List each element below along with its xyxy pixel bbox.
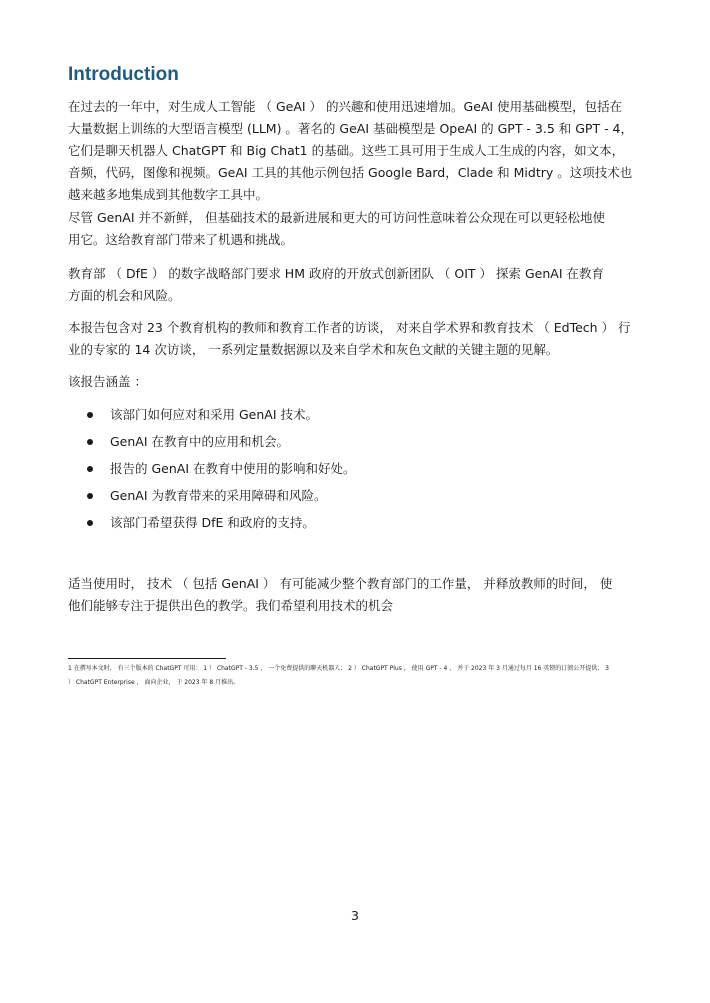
intro-paragraph-1: [68, 96, 648, 206]
paragraph-line: 该报告涵盖 ：: [68, 374, 147, 389]
paragraph-line: 本报告包含对 23 个教育机构的教师和教育工作者的访谈， 对来自学术界和教育技术 （ EdTech ） 行: [68, 320, 631, 335]
footnote-line: ） ChatGPT Enterprise ， 面向企业， 于 2023 年 8 月推出。: [68, 679, 240, 686]
paragraph-line: 尽管 GenAI 并不新鲜， 但基础技术的最新进展和更大的可访问性意味着公众现在可以更轻松地使: [68, 210, 605, 225]
paragraph-line: 方面的机会和风险。: [68, 288, 181, 303]
paragraph-line: 大量数据上训练的大型语言模型 (LLM) 。著名的 GeAI 基础模型是 OpeAI 的 GPT - 3.5 和 GPT - 4，: [68, 121, 634, 136]
paragraph-line: 业的专家的 14 次访谈， 一系列定量数据源以及来自学术和灰色文献的关键主题的见解。: [68, 342, 559, 357]
intro-paragraph-3: [68, 263, 648, 307]
footnote: [68, 662, 648, 690]
paragraph-line: 教育部 （ DfE ） 的数字战略部门要求 HM 政府的开放式创新团队 （ OIT ） 探索 GenAI 在教育: [68, 266, 604, 281]
intro-paragraph-4: [68, 317, 648, 361]
paragraph-line: 音频，代码，图像和视频。GeAI 工具的其他示例包括 Google Bard，Clade 和 Midtry 。这项技术也: [68, 165, 633, 180]
paragraph-line: 在过去的一年中，对生成人工智能 （ GeAI ） 的兴趣和使用迅速增加。GeAI 使用基础模型，包括在: [68, 99, 623, 114]
bullet-icon: [87, 412, 93, 418]
paragraph-line: 越来越多地集成到其他数字工具中。: [68, 187, 269, 202]
footnote-line: 1 在撰写本文时， 有三个版本的 ChatGPT 可用： 1 ） ChatGPT - 3.5 ， 一个免费提供的聊天机器人； 2 ） ChatGPT Plus ， 使用 GPT - 4 ， 并于 2023 年 3 月通过每月 16 英镑的订阅公开提供； 3: [68, 665, 610, 672]
report-covers-label: [68, 371, 648, 393]
list-item-text: GenAI 在教育中的应用和机会。: [110, 434, 290, 449]
closing-paragraph: [68, 573, 648, 617]
paragraph-line: 用它。这给教育部门带来了机遇和挑战。: [68, 232, 294, 247]
bullet-icon: [87, 439, 93, 445]
bullet-icon: [87, 493, 93, 499]
intro-paragraph-2: [68, 207, 648, 251]
page-title: Introduction: [68, 64, 179, 85]
footnote-divider: [68, 658, 226, 659]
list-item-text: GenAI 为教育带来的采用障碍和风险。: [110, 488, 327, 503]
bullet-icon: [87, 466, 93, 472]
list-item-text: 该部门希望获得 DfE 和政府的支持。: [110, 515, 315, 530]
paragraph-line: 它们是聊天机器人 ChatGPT 和 Big Chat1 的基础。这些工具可用于生成人工生成的内容，如文本，: [68, 143, 625, 158]
paragraph-line: 适当使用时， 技术 （ 包括 GenAI ） 有可能减少整个教育部门的工作量， 并释放教师的时间， 使: [68, 576, 613, 591]
bullet-icon: [87, 520, 93, 526]
list-item-text: 报告的 GenAI 在教育中使用的影响和好处。: [110, 461, 356, 476]
paragraph-line: 他们能够专注于提供出色的教学。我们希望利用技术的机会: [68, 598, 394, 613]
page-number: 3: [351, 908, 359, 923]
list-item-text: 该部门如何应对和采用 GenAI 技术。: [110, 407, 318, 422]
